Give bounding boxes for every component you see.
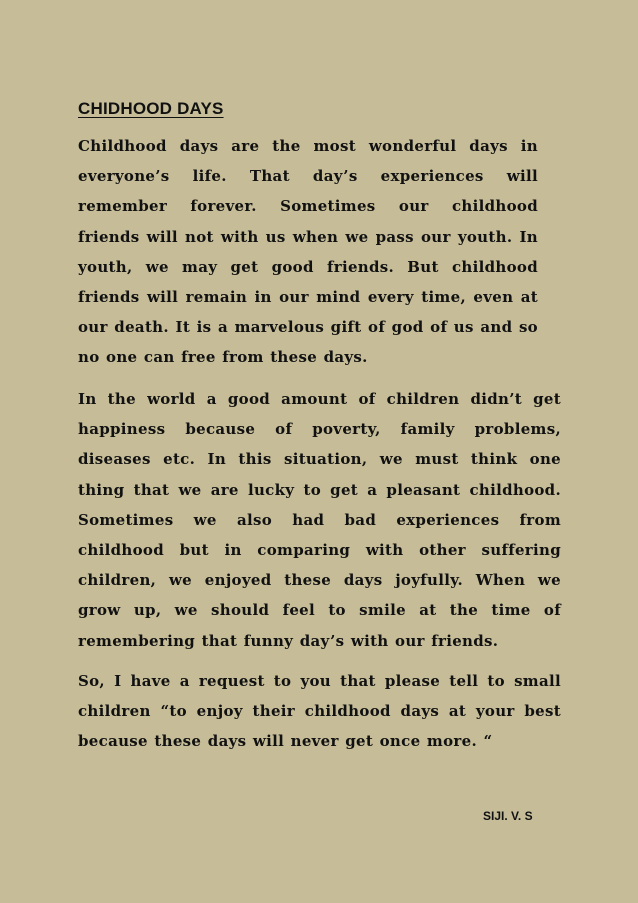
paragraph-3: So, I have a request to you that please tell to small children “to enjoy their childhood days at your best because these days will never get once more. “ [78,672,561,751]
author-signature: SIJI. V. S [483,809,533,823]
paragraph-1: Childhood days are the most wonderful days in everyone’s life. That day’s experiences will remember forever. Sometimes our childhood friends will not with us when we pass our youth. In youth, we may get good friends. But childhood friends will remain in our mind every time, even at our death. It is a marvelous gift of god of us and so no one can free from these days. [78,137,538,367]
paragraph-2: In the world a good amount of children didn’t get happiness because of poverty, family problems, diseases etc. In this situation, we must think one thing that we are lucky to get a pleasant childhood. Sometimes we also had bad experiences from childhood but in comparing with other suffering children, we enjoyed these days joyfully. When we grow up, we should feel to smile at the time of remembering that funny day’s with our friends. [78,390,561,650]
document-title: CHIDHOOD DAYS [78,99,224,118]
